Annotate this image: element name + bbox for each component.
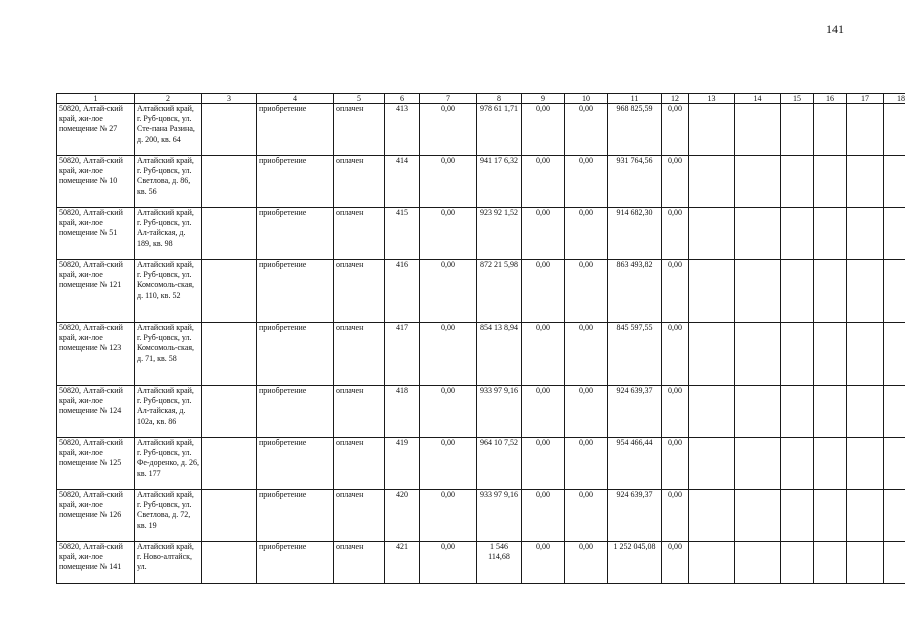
cell-operation-type: приобретение: [257, 490, 334, 542]
col-header-5: 5: [334, 94, 385, 104]
cell-col8: 978 61 1,71: [477, 104, 522, 156]
cell-col7: 0,00: [420, 438, 477, 490]
cell-operation-type: приобретение: [257, 260, 334, 323]
cell-col9: 0,00: [522, 438, 565, 490]
cell-operation-type: приобретение: [257, 156, 334, 208]
cell-object-name: 50820, Алтай-ский край, жи-лое помещение № 124: [57, 386, 135, 438]
cell-col11: 845 597,55: [608, 323, 662, 386]
cell-col10: 0,00: [565, 438, 608, 490]
cell-col7: 0,00: [420, 260, 477, 323]
col-header-11: 11: [608, 94, 662, 104]
cell-col10: 0,00: [565, 386, 608, 438]
table-row: [57, 490, 905, 542]
cell-col12: 0,00: [662, 260, 689, 323]
cell-operation-type: приобретение: [257, 104, 334, 156]
col-header-7: 7: [420, 94, 477, 104]
cell-col9: 0,00: [522, 156, 565, 208]
cell-col9: 0,00: [522, 323, 565, 386]
cell-col8: 854 13 8,94: [477, 323, 522, 386]
cell-empty: [814, 156, 847, 208]
cell-number: 417: [385, 323, 420, 386]
cell-col10: 0,00: [565, 156, 608, 208]
cell-number: 419: [385, 438, 420, 490]
cell-empty: [884, 542, 905, 584]
cell-empty: [781, 542, 814, 584]
cell-empty: [781, 323, 814, 386]
cell-status: оплачен: [334, 156, 385, 208]
cell-empty: [847, 323, 884, 386]
cell-empty: [814, 438, 847, 490]
cell-empty: [814, 542, 847, 584]
cell-empty: [884, 438, 905, 490]
cell-number: 414: [385, 156, 420, 208]
cell-col3: [202, 104, 257, 156]
cell-empty: [847, 208, 884, 260]
col-header-4: 4: [257, 94, 334, 104]
cell-empty: [847, 490, 884, 542]
cell-col7: 0,00: [420, 104, 477, 156]
cell-col3: [202, 208, 257, 260]
cell-empty: [735, 208, 781, 260]
cell-col7: 0,00: [420, 323, 477, 386]
cell-col8: 923 92 1,52: [477, 208, 522, 260]
cell-empty: [884, 386, 905, 438]
table-row: [57, 208, 905, 260]
cell-empty: [735, 438, 781, 490]
cell-empty: [814, 208, 847, 260]
cell-status: оплачен: [334, 386, 385, 438]
cell-empty: [689, 490, 735, 542]
cell-col11: 968 825,59: [608, 104, 662, 156]
cell-col3: [202, 260, 257, 323]
cell-col7: 0,00: [420, 156, 477, 208]
cell-col9: 0,00: [522, 542, 565, 584]
cell-col11: 924 639,37: [608, 386, 662, 438]
cell-empty: [814, 260, 847, 323]
cell-col11: 924 639,37: [608, 490, 662, 542]
cell-empty: [884, 208, 905, 260]
cell-status: оплачен: [334, 323, 385, 386]
cell-empty: [781, 208, 814, 260]
cell-object-name: 50820, Алтай-ский край, жи-лое помещение № 10: [57, 156, 135, 208]
cell-empty: [847, 438, 884, 490]
cell-col9: 0,00: [522, 490, 565, 542]
cell-col8: 872 21 5,98: [477, 260, 522, 323]
cell-col11: 863 493,82: [608, 260, 662, 323]
cell-col10: 0,00: [565, 260, 608, 323]
cell-col3: [202, 438, 257, 490]
col-header-6: 6: [385, 94, 420, 104]
cell-col8: 1 546 114,68: [477, 542, 522, 584]
cell-status: оплачен: [334, 104, 385, 156]
cell-object-name: 50820, Алтай-ский край, жи-лое помещение № 126: [57, 490, 135, 542]
cell-empty: [735, 542, 781, 584]
col-header-16: 16: [814, 94, 847, 104]
cell-empty: [781, 260, 814, 323]
cell-empty: [781, 386, 814, 438]
cell-object-name: 50820, Алтай-ский край, жи-лое помещение № 123: [57, 323, 135, 386]
cell-col7: 0,00: [420, 490, 477, 542]
cell-col12: 0,00: [662, 386, 689, 438]
cell-empty: [689, 438, 735, 490]
cell-col10: 0,00: [565, 104, 608, 156]
cell-col7: 0,00: [420, 208, 477, 260]
cell-empty: [781, 490, 814, 542]
cell-empty: [884, 104, 905, 156]
col-header-1: 1: [57, 94, 135, 104]
col-header-17: 17: [847, 94, 884, 104]
page-number: 141: [826, 22, 844, 36]
cell-address: Алтайский край, г. Руб-цовск, ул. Ал-тайская, д. 189, кв. 98: [135, 208, 202, 260]
cell-col11: 1 252 045,08: [608, 542, 662, 584]
cell-col9: 0,00: [522, 260, 565, 323]
table-row: [57, 104, 905, 156]
cell-empty: [735, 104, 781, 156]
cell-address: Алтайский край, г. Ново-алтайск, ул.: [135, 542, 202, 584]
cell-empty: [814, 490, 847, 542]
cell-address: Алтайский край, г. Руб-цовск, ул. Ал-тайская, д. 102а, кв. 86: [135, 386, 202, 438]
cell-col8: 941 17 6,32: [477, 156, 522, 208]
cell-col9: 0,00: [522, 208, 565, 260]
cell-empty: [884, 260, 905, 323]
cell-empty: [689, 386, 735, 438]
cell-empty: [735, 323, 781, 386]
col-header-10: 10: [565, 94, 608, 104]
cell-number: 413: [385, 104, 420, 156]
cell-status: оплачен: [334, 260, 385, 323]
cell-object-name: 50820, Алтай-ский край, жи-лое помещение № 125: [57, 438, 135, 490]
cell-number: 420: [385, 490, 420, 542]
cell-empty: [689, 104, 735, 156]
cell-empty: [735, 490, 781, 542]
cell-address: Алтайский край, г. Руб-цовск, ул. Комсомоль-ская, д. 71, кв. 58: [135, 323, 202, 386]
col-header-8: 8: [477, 94, 522, 104]
cell-empty: [884, 323, 905, 386]
cell-col9: 0,00: [522, 104, 565, 156]
cell-operation-type: приобретение: [257, 323, 334, 386]
col-header-14: 14: [735, 94, 781, 104]
col-header-9: 9: [522, 94, 565, 104]
cell-col12: 0,00: [662, 323, 689, 386]
cell-number: 415: [385, 208, 420, 260]
cell-empty: [689, 542, 735, 584]
cell-col10: 0,00: [565, 208, 608, 260]
cell-col12: 0,00: [662, 542, 689, 584]
cell-empty: [689, 156, 735, 208]
table-row: [57, 323, 905, 386]
cell-empty: [735, 156, 781, 208]
cell-col7: 0,00: [420, 386, 477, 438]
cell-status: оплачен: [334, 438, 385, 490]
cell-col12: 0,00: [662, 156, 689, 208]
cell-empty: [847, 156, 884, 208]
cell-operation-type: приобретение: [257, 208, 334, 260]
table-row: [57, 260, 905, 323]
table-row: [57, 156, 905, 208]
cell-col12: 0,00: [662, 438, 689, 490]
cell-empty: [884, 156, 905, 208]
cell-empty: [781, 104, 814, 156]
cell-empty: [847, 104, 884, 156]
cell-col8: 933 97 9,16: [477, 386, 522, 438]
cell-number: 421: [385, 542, 420, 584]
cell-col3: [202, 386, 257, 438]
cell-empty: [689, 260, 735, 323]
cell-empty: [689, 208, 735, 260]
col-header-18: 18: [884, 94, 905, 104]
cell-col3: [202, 490, 257, 542]
cell-col3: [202, 323, 257, 386]
col-header-12: 12: [662, 94, 689, 104]
cell-col11: 954 466,44: [608, 438, 662, 490]
cell-col3: [202, 156, 257, 208]
cell-empty: [847, 386, 884, 438]
cell-address: Алтайский край, г. Руб-цовск, ул. Светлова, д. 72, кв. 19: [135, 490, 202, 542]
cell-col12: 0,00: [662, 208, 689, 260]
cell-col12: 0,00: [662, 490, 689, 542]
cell-operation-type: приобретение: [257, 438, 334, 490]
cell-empty: [814, 323, 847, 386]
cell-address: Алтайский край, г. Руб-цовск, ул. Сте-пана Разина, д. 200, кв. 64: [135, 104, 202, 156]
cell-col10: 0,00: [565, 490, 608, 542]
cell-status: оплачен: [334, 542, 385, 584]
cell-col7: 0,00: [420, 542, 477, 584]
cell-empty: [814, 104, 847, 156]
cell-address: Алтайский край, г. Руб-цовск, ул. Светлова, д. 86, кв. 56: [135, 156, 202, 208]
header-row: [57, 94, 905, 104]
cell-col10: 0,00: [565, 323, 608, 386]
table-row: [57, 386, 905, 438]
col-header-2: 2: [135, 94, 202, 104]
cell-col9: 0,00: [522, 386, 565, 438]
cell-operation-type: приобретение: [257, 542, 334, 584]
cell-empty: [735, 386, 781, 438]
cell-empty: [689, 323, 735, 386]
cell-address: Алтайский край, г. Руб-цовск, ул. Фе-доренко, д. 26, кв. 177: [135, 438, 202, 490]
cell-address: Алтайский край, г. Руб-цовск, ул. Комсомоль-ская, д. 110, кв. 52: [135, 260, 202, 323]
cell-col8: 964 10 7,52: [477, 438, 522, 490]
cell-operation-type: приобретение: [257, 386, 334, 438]
cell-col3: [202, 542, 257, 584]
cell-col12: 0,00: [662, 104, 689, 156]
col-header-3: 3: [202, 94, 257, 104]
cell-number: 418: [385, 386, 420, 438]
cell-empty: [847, 542, 884, 584]
cell-object-name: 50820, Алтай-ский край, жи-лое помещение № 27: [57, 104, 135, 156]
registry-table: [56, 93, 905, 584]
cell-col11: 914 682,30: [608, 208, 662, 260]
cell-number: 416: [385, 260, 420, 323]
cell-empty: [781, 438, 814, 490]
cell-empty: [847, 260, 884, 323]
cell-empty: [781, 156, 814, 208]
cell-col10: 0,00: [565, 542, 608, 584]
cell-object-name: 50820, Алтай-ский край, жи-лое помещение № 51: [57, 208, 135, 260]
col-header-15: 15: [781, 94, 814, 104]
table-row: [57, 438, 905, 490]
col-header-13: 13: [689, 94, 735, 104]
cell-object-name: 50820, Алтай-ский край, жи-лое помещение № 121: [57, 260, 135, 323]
cell-col8: 933 97 9,16: [477, 490, 522, 542]
cell-empty: [735, 260, 781, 323]
table-row: [57, 542, 905, 584]
cell-object-name: 50820, Алтай-ский край, жи-лое помещение № 141: [57, 542, 135, 584]
cell-empty: [814, 386, 847, 438]
cell-empty: [884, 490, 905, 542]
cell-status: оплачен: [334, 490, 385, 542]
cell-col11: 931 764,56: [608, 156, 662, 208]
cell-status: оплачен: [334, 208, 385, 260]
